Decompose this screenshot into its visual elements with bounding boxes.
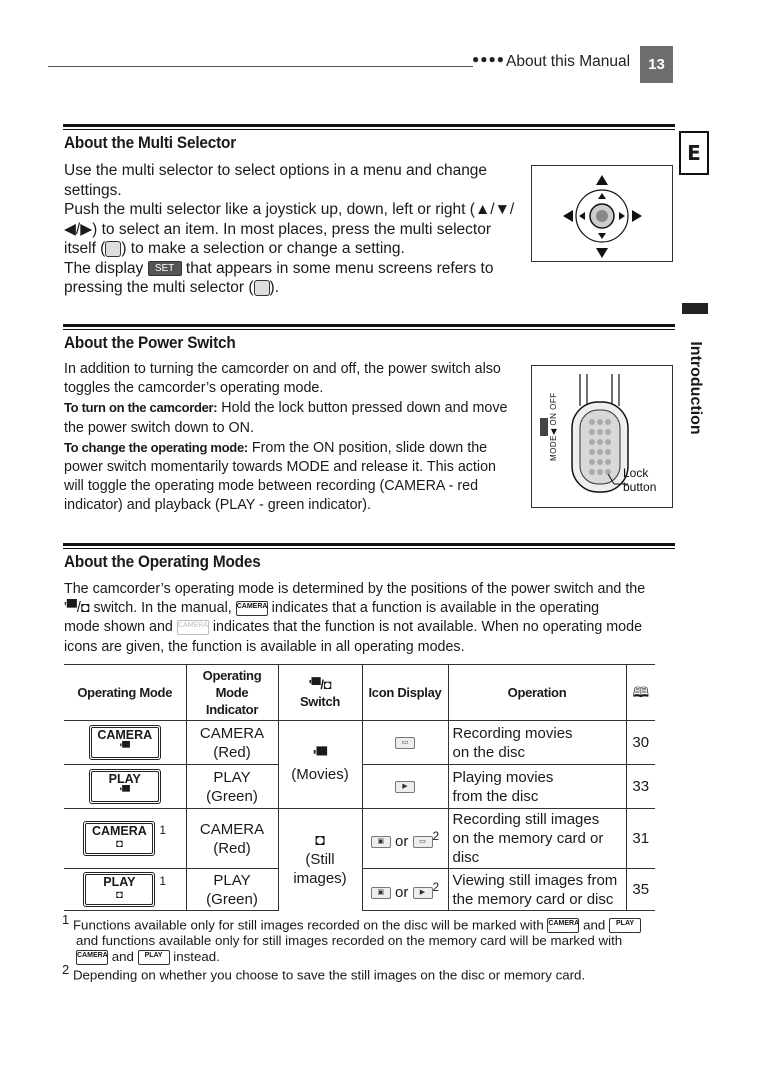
multi-selector-diagram: [531, 165, 673, 262]
col-icon-display: Icon Display: [362, 665, 448, 721]
table-row: CAMERA ◘ $^1$ CAMERA (Red) ◘ (Still images) ▣ or ▭ $^2$ Recording still images on the memory card or disc 31: [64, 809, 655, 869]
camera-mode-icon: CAMERA: [236, 601, 268, 616]
play-mode-icon: PLAY '▀: [89, 769, 161, 804]
table-row: PLAY ◘ $^1$ PLAY (Green) ▣ or ▶ $^2$ Viewing still images from the memory card or disc 35: [64, 869, 655, 911]
section-rule: [63, 548, 675, 549]
section-rule: [63, 129, 675, 130]
col-operation: Operation: [448, 665, 626, 721]
header-title: About this Manual: [506, 53, 631, 70]
operating-modes-paragraph: The camcorder’s operating mode is determined by the positions of the power switch and the '▀/◘ switch. In the manual, CAMERA indicates that a function is available in the operating mode shown and CAMERA indicates that the function is not available. When no operating mode icons are given, the function is available in all operating modes.: [64, 581, 646, 655]
camera-still-card-icon: CAMERA: [76, 950, 108, 965]
section-heading-multi-selector: About the Multi Selector: [64, 134, 237, 152]
switch-mode-label: MODE◀ ON OFF: [549, 392, 558, 461]
page-number: 13: [640, 46, 673, 83]
section-rule: [63, 124, 675, 127]
play-still-disc-icon: PLAY: [609, 918, 641, 933]
table-row: PLAY '▀ PLAY (Green) ▶ Playing movies from the disc 33: [64, 765, 655, 809]
section-heading-power-switch: About the Power Switch: [64, 334, 236, 352]
disc-playback-icon: ▶: [395, 781, 415, 793]
col-mode-indicator: Operating Mode Indicator: [186, 665, 278, 721]
footnote-2: $^2$ Depending on whether you choose to save the still images on the disc or memory card.: [62, 962, 586, 983]
still-camera-icon: ◘: [80, 600, 90, 617]
card-playback-icon: ▣: [371, 887, 391, 899]
camera-still-mode-icon: CAMERA ◘: [83, 821, 155, 856]
play-still-mode-icon: PLAY ◘: [83, 872, 155, 907]
disc-playback-icon: ▶: [413, 887, 433, 899]
operating-modes-table: [64, 664, 655, 911]
camera-mode-dimmed-icon: CAMERA: [177, 620, 209, 635]
section-heading-operating-modes: About the Operating Modes: [64, 553, 261, 571]
joystick-icon: [532, 166, 672, 261]
multi-selector-press-icon: [105, 241, 121, 257]
movie-icon: '▀/: [64, 600, 81, 617]
section-rule: [63, 329, 675, 330]
book-icon: 🕮: [626, 665, 655, 721]
section-rule: [63, 324, 675, 327]
multi-selector-paragraph: Use the multi selector to select options in a menu and change settings. Push the multi selector like a joystick up, down, left or right (▲/▼/ ◀/▶) to select an item. In most places, press the multi selector itself ( ) to make a selection or change a setting. The display SET that appears in some menu screens refers to pressing the multi selector ( ).: [64, 162, 515, 296]
movie-icon: '▀: [312, 746, 328, 764]
language-tab: E: [679, 131, 709, 175]
still-camera-icon: ◘: [315, 832, 325, 850]
table-row: CAMERA '▀ CAMERA (Red) '▀ (Movies) ▭ Recording movies on the disc 30: [64, 721, 655, 765]
lock-button-label: Lock button: [623, 466, 657, 494]
set-icon: SET: [148, 261, 182, 276]
camera-mode-icon: CAMERA '▀: [89, 725, 161, 760]
card-still-icon: ▣: [371, 836, 391, 848]
power-switch-paragraph: In addition to turning the camcorder on and off, the power switch also toggles the camcorder’s operating mode. To turn on the camcorder: Hold the lock button pressed down and move the power switch down to ON. To change the operating mode: From the ON position, slide down the power switch momentarily towards MODE and release it. This action will toggle the operating mode between recording (CAMERA - red indicator) and playback (PLAY - green indicator).: [64, 361, 508, 514]
section-tab-label: Introduction: [687, 341, 704, 435]
col-operating-mode: Operating Mode: [64, 665, 186, 721]
header-dots: ●●●●: [472, 52, 505, 66]
camera-still-disc-icon: CAMERA: [547, 918, 579, 933]
power-switch-diagram: [531, 365, 673, 508]
section-tab-marker: [682, 303, 708, 314]
col-switch: '▀/◘ Switch: [278, 665, 362, 721]
disc-still-icon: ▭: [413, 836, 433, 848]
multi-selector-press-icon: [254, 280, 270, 296]
disc-movie-icon: ▭: [395, 737, 415, 749]
section-rule: [63, 543, 675, 546]
play-still-card-icon: PLAY: [138, 950, 170, 965]
header-rule: [48, 66, 473, 67]
footnote-1: $^1$ Functions available only for still images recorded on the disc will be marked with CAMERA and PLAY and functions available only for still images recorded on the memory card will be marked with CAMERA and PLAY instead.: [62, 912, 682, 965]
